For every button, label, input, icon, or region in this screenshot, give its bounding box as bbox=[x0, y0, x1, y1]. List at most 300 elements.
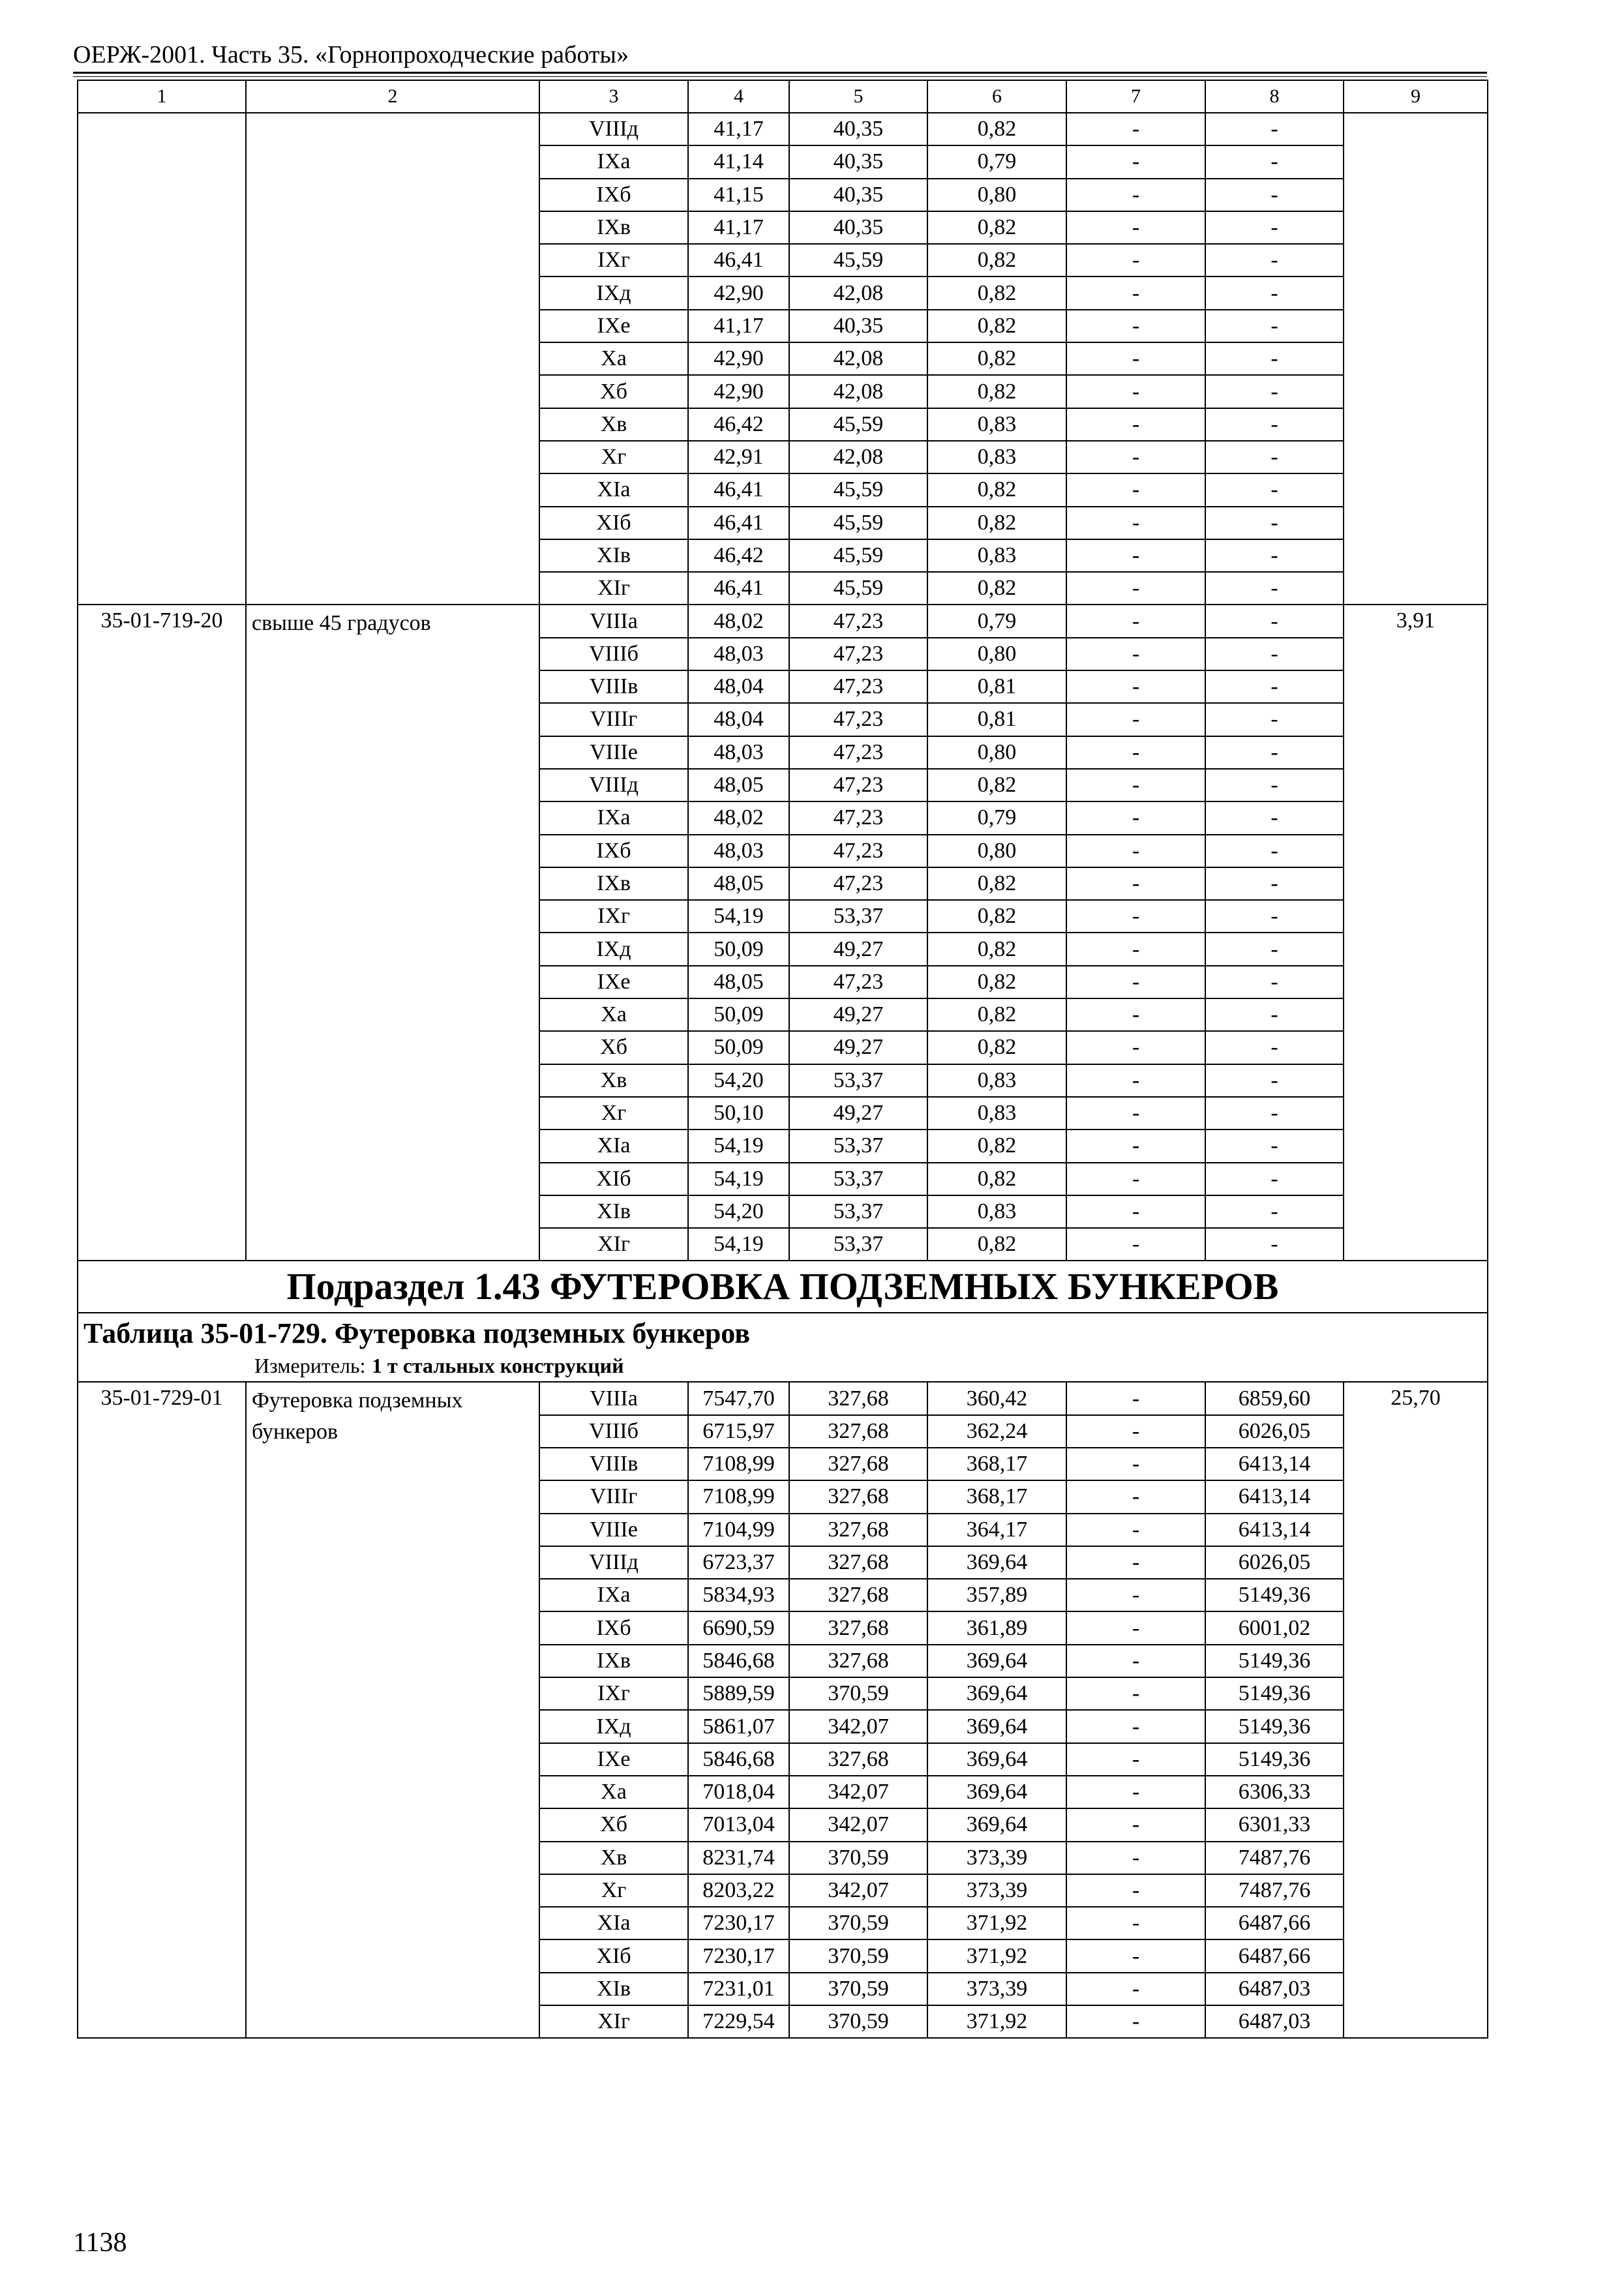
machine-cost-cell: 369,64 bbox=[927, 1546, 1066, 1579]
column-number-row bbox=[78, 80, 1488, 113]
machinist-wages-cell: - bbox=[1066, 1842, 1205, 1874]
total-cost-cell: 41,14 bbox=[688, 145, 789, 178]
machine-cost-cell: 0,83 bbox=[927, 539, 1066, 572]
wages-cell: 370,59 bbox=[789, 1677, 927, 1710]
total-cost-cell: 7229,54 bbox=[688, 2005, 789, 2038]
meter-value: 1 т стальных конструкций bbox=[372, 1354, 624, 1378]
machinist-wages-cell: - bbox=[1066, 572, 1205, 605]
machine-cost-cell: 373,39 bbox=[927, 1973, 1066, 2005]
total-cost-cell: 50,09 bbox=[688, 998, 789, 1031]
machine-cost-cell: 368,17 bbox=[927, 1448, 1066, 1480]
materials-cost-cell: 6413,14 bbox=[1205, 1448, 1344, 1480]
machinist-wages-cell: - bbox=[1066, 375, 1205, 408]
materials-cost-cell: 7487,76 bbox=[1205, 1842, 1344, 1874]
total-cost-cell: 48,03 bbox=[688, 638, 789, 670]
materials-cost-cell: - bbox=[1205, 1163, 1344, 1195]
region-code-cell: VIIIд bbox=[539, 769, 688, 801]
materials-cost-cell: - bbox=[1205, 441, 1344, 473]
materials-cost-cell: - bbox=[1205, 145, 1344, 178]
materials-cost-cell: - bbox=[1205, 179, 1344, 211]
region-code-cell: VIIIе bbox=[539, 1514, 688, 1546]
machinist-wages-cell: - bbox=[1066, 113, 1205, 145]
machinist-wages-cell: - bbox=[1066, 1163, 1205, 1195]
region-code-cell: VIIIв bbox=[539, 1448, 688, 1480]
wages-cell: 53,37 bbox=[789, 1163, 927, 1195]
materials-cost-cell: 5149,36 bbox=[1205, 1677, 1344, 1710]
region-code-cell: XIв bbox=[539, 1973, 688, 2005]
region-code-cell: IXе bbox=[539, 1743, 688, 1776]
column-number: 7 bbox=[1066, 80, 1205, 113]
column-number: 2 bbox=[246, 80, 539, 113]
total-cost-cell: 42,91 bbox=[688, 441, 789, 473]
wages-cell: 53,37 bbox=[789, 1130, 927, 1162]
total-cost-cell: 48,02 bbox=[688, 605, 789, 637]
machinist-wages-cell: - bbox=[1066, 1743, 1205, 1776]
machinist-wages-cell: - bbox=[1066, 867, 1205, 900]
region-code-cell: IXб bbox=[539, 1611, 688, 1644]
machine-cost-cell: 0,82 bbox=[927, 933, 1066, 965]
materials-cost-cell: - bbox=[1205, 1195, 1344, 1228]
materials-cost-cell: - bbox=[1205, 966, 1344, 998]
wages-cell: 47,23 bbox=[789, 769, 927, 801]
machine-cost-cell: 0,82 bbox=[927, 113, 1066, 145]
materials-cost-cell: 6001,02 bbox=[1205, 1611, 1344, 1644]
machine-cost-cell: 0,79 bbox=[927, 605, 1066, 637]
materials-cost-cell: 6487,03 bbox=[1205, 2005, 1344, 2038]
machine-cost-cell: 0,83 bbox=[927, 408, 1066, 441]
region-code-cell: Xв bbox=[539, 1064, 688, 1097]
materials-cost-cell: - bbox=[1205, 211, 1344, 244]
total-cost-cell: 50,09 bbox=[688, 1031, 789, 1064]
column-number: 9 bbox=[1344, 80, 1488, 113]
machine-cost-cell: 371,92 bbox=[927, 1939, 1066, 1972]
wages-cell: 327,68 bbox=[789, 1448, 927, 1480]
total-cost-cell: 54,20 bbox=[688, 1195, 789, 1228]
total-cost-cell: 46,42 bbox=[688, 539, 789, 572]
machine-cost-cell: 369,64 bbox=[927, 1710, 1066, 1743]
machine-cost-cell: 0,83 bbox=[927, 1195, 1066, 1228]
table-row bbox=[78, 1382, 1488, 1414]
region-code-cell: IXв bbox=[539, 867, 688, 900]
wages-cell: 342,07 bbox=[789, 1776, 927, 1808]
total-cost-cell: 48,03 bbox=[688, 835, 789, 867]
region-code-cell: Xб bbox=[539, 375, 688, 408]
materials-cost-cell: 6413,14 bbox=[1205, 1514, 1344, 1546]
region-code-cell: Xг bbox=[539, 441, 688, 473]
wages-cell: 342,07 bbox=[789, 1874, 927, 1907]
region-code-cell: XIб bbox=[539, 507, 688, 539]
wages-cell: 45,59 bbox=[789, 539, 927, 572]
machinist-wages-cell: - bbox=[1066, 539, 1205, 572]
materials-cost-cell: - bbox=[1205, 1130, 1344, 1162]
total-cost-cell: 48,04 bbox=[688, 670, 789, 703]
machine-cost-cell: 0,83 bbox=[927, 1097, 1066, 1130]
machinist-wages-cell: - bbox=[1066, 1195, 1205, 1228]
total-cost-cell: 54,20 bbox=[688, 1064, 789, 1097]
materials-cost-cell: 7487,76 bbox=[1205, 1874, 1344, 1907]
wages-cell: 49,27 bbox=[789, 933, 927, 965]
machinist-wages-cell: - bbox=[1066, 638, 1205, 670]
header-rule bbox=[73, 72, 1487, 74]
wages-cell: 370,59 bbox=[789, 1973, 927, 2005]
row-weight bbox=[1344, 113, 1488, 605]
materials-cost-cell: 6487,66 bbox=[1205, 1907, 1344, 1939]
machinist-wages-cell: - bbox=[1066, 670, 1205, 703]
region-code-cell: IXа bbox=[539, 145, 688, 178]
wages-cell: 370,59 bbox=[789, 2005, 927, 2038]
wages-cell: 47,23 bbox=[789, 867, 927, 900]
materials-cost-cell: 6859,60 bbox=[1205, 1382, 1344, 1414]
machine-cost-cell: 0,83 bbox=[927, 1064, 1066, 1097]
machinist-wages-cell: - bbox=[1066, 441, 1205, 473]
machinist-wages-cell: - bbox=[1066, 835, 1205, 867]
region-code-cell: Xб bbox=[539, 1031, 688, 1064]
total-cost-cell: 8203,22 bbox=[688, 1874, 789, 1907]
subsection-row bbox=[78, 1261, 1488, 1313]
wages-cell: 47,23 bbox=[789, 605, 927, 637]
machine-cost-cell: 0,82 bbox=[927, 998, 1066, 1031]
machinist-wages-cell: - bbox=[1066, 1064, 1205, 1097]
machine-cost-cell: 364,17 bbox=[927, 1514, 1066, 1546]
materials-cost-cell: - bbox=[1205, 342, 1344, 375]
materials-cost-cell: 6026,05 bbox=[1205, 1415, 1344, 1448]
region-code-cell: Xа bbox=[539, 1776, 688, 1808]
total-cost-cell: 6690,59 bbox=[688, 1611, 789, 1644]
materials-cost-cell: - bbox=[1205, 900, 1344, 933]
total-cost-cell: 7230,17 bbox=[688, 1907, 789, 1939]
total-cost-cell: 54,19 bbox=[688, 1163, 789, 1195]
machinist-wages-cell: - bbox=[1066, 1645, 1205, 1677]
region-code-cell: XIа bbox=[539, 473, 688, 506]
wages-cell: 40,35 bbox=[789, 145, 927, 178]
wages-cell: 327,68 bbox=[789, 1743, 927, 1776]
materials-cost-cell: - bbox=[1205, 933, 1344, 965]
machinist-wages-cell: - bbox=[1066, 507, 1205, 539]
machinist-wages-cell: - bbox=[1066, 244, 1205, 277]
machinist-wages-cell: - bbox=[1066, 1874, 1205, 1907]
materials-cost-cell: - bbox=[1205, 703, 1344, 736]
total-cost-cell: 42,90 bbox=[688, 375, 789, 408]
wages-cell: 47,23 bbox=[789, 966, 927, 998]
total-cost-cell: 48,05 bbox=[688, 769, 789, 801]
machinist-wages-cell: - bbox=[1066, 342, 1205, 375]
wages-cell: 47,23 bbox=[789, 835, 927, 867]
region-code-cell: IXв bbox=[539, 1645, 688, 1677]
total-cost-cell: 54,19 bbox=[688, 1228, 789, 1261]
row-name: Футеровка подземных бункеров bbox=[246, 1382, 539, 2038]
materials-cost-cell: - bbox=[1205, 1031, 1344, 1064]
region-code-cell: XIв bbox=[539, 539, 688, 572]
total-cost-cell: 46,41 bbox=[688, 244, 789, 277]
materials-cost-cell: - bbox=[1205, 310, 1344, 342]
materials-cost-cell: 6306,33 bbox=[1205, 1776, 1344, 1808]
machine-cost-cell: 368,17 bbox=[927, 1480, 1066, 1513]
machine-cost-cell: 369,64 bbox=[927, 1677, 1066, 1710]
materials-cost-cell: 6487,66 bbox=[1205, 1939, 1344, 1972]
total-cost-cell: 48,05 bbox=[688, 966, 789, 998]
machine-cost-cell: 0,82 bbox=[927, 867, 1066, 900]
total-cost-cell: 7018,04 bbox=[688, 1776, 789, 1808]
region-code-cell: IXе bbox=[539, 966, 688, 998]
region-code-cell: Xб bbox=[539, 1808, 688, 1841]
total-cost-cell: 6715,97 bbox=[688, 1415, 789, 1448]
materials-cost-cell: 5149,36 bbox=[1205, 1579, 1344, 1611]
total-cost-cell: 41,17 bbox=[688, 211, 789, 244]
wages-cell: 42,08 bbox=[789, 441, 927, 473]
machine-cost-cell: 357,89 bbox=[927, 1579, 1066, 1611]
machinist-wages-cell: - bbox=[1066, 1415, 1205, 1448]
total-cost-cell: 7547,70 bbox=[688, 1382, 789, 1414]
total-cost-cell: 41,15 bbox=[688, 179, 789, 211]
total-cost-cell: 41,17 bbox=[688, 113, 789, 145]
machine-cost-cell: 0,82 bbox=[927, 244, 1066, 277]
region-code-cell: IXе bbox=[539, 310, 688, 342]
machinist-wages-cell: - bbox=[1066, 1579, 1205, 1611]
total-cost-cell: 5834,93 bbox=[688, 1579, 789, 1611]
wages-cell: 327,68 bbox=[789, 1645, 927, 1677]
total-cost-cell: 48,02 bbox=[688, 801, 789, 834]
column-number: 3 bbox=[539, 80, 688, 113]
materials-cost-cell: - bbox=[1205, 277, 1344, 309]
total-cost-cell: 48,03 bbox=[688, 736, 789, 769]
materials-cost-cell: - bbox=[1205, 572, 1344, 605]
region-code-cell: VIIIе bbox=[539, 736, 688, 769]
machinist-wages-cell: - bbox=[1066, 1939, 1205, 1972]
machine-cost-cell: 361,89 bbox=[927, 1611, 1066, 1644]
table-title: Таблица 35-01-729. Футеровка подземных бункеров bbox=[83, 1317, 750, 1350]
machinist-wages-cell: - bbox=[1066, 310, 1205, 342]
region-code-cell: Xв bbox=[539, 408, 688, 441]
materials-cost-cell: - bbox=[1205, 507, 1344, 539]
region-code-cell: VIIIа bbox=[539, 1382, 688, 1414]
page-number: 1138 bbox=[73, 2228, 127, 2258]
total-cost-cell: 7230,17 bbox=[688, 1939, 789, 1972]
machinist-wages-cell: - bbox=[1066, 211, 1205, 244]
machinist-wages-cell: - bbox=[1066, 703, 1205, 736]
region-code-cell: IXа bbox=[539, 1579, 688, 1611]
wages-cell: 49,27 bbox=[789, 1031, 927, 1064]
total-cost-cell: 42,90 bbox=[688, 277, 789, 309]
column-number: 4 bbox=[688, 80, 789, 113]
row-name bbox=[246, 113, 539, 605]
machine-cost-cell: 0,82 bbox=[927, 507, 1066, 539]
machine-cost-cell: 0,81 bbox=[927, 703, 1066, 736]
region-code-cell: IXв bbox=[539, 211, 688, 244]
wages-cell: 53,37 bbox=[789, 1228, 927, 1261]
machinist-wages-cell: - bbox=[1066, 1448, 1205, 1480]
wages-cell: 327,68 bbox=[789, 1514, 927, 1546]
wages-cell: 47,23 bbox=[789, 801, 927, 834]
wages-cell: 40,35 bbox=[789, 113, 927, 145]
total-cost-cell: 54,19 bbox=[688, 1130, 789, 1162]
region-code-cell: Xг bbox=[539, 1874, 688, 1907]
region-code-cell: Xв bbox=[539, 1842, 688, 1874]
machine-cost-cell: 0,82 bbox=[927, 966, 1066, 998]
wages-cell: 40,35 bbox=[789, 211, 927, 244]
machinist-wages-cell: - bbox=[1066, 1710, 1205, 1743]
machinist-wages-cell: - bbox=[1066, 1808, 1205, 1841]
meter-label: Измеритель: bbox=[254, 1354, 366, 1378]
total-cost-cell: 8231,74 bbox=[688, 1842, 789, 1874]
table-heading-cell bbox=[78, 1313, 1488, 1382]
machinist-wages-cell: - bbox=[1066, 1382, 1205, 1414]
machine-cost-cell: 369,64 bbox=[927, 1645, 1066, 1677]
machinist-wages-cell: - bbox=[1066, 408, 1205, 441]
total-cost-cell: 5889,59 bbox=[688, 1677, 789, 1710]
wages-cell: 47,23 bbox=[789, 670, 927, 703]
table-heading-row bbox=[78, 1313, 1488, 1382]
machine-cost-cell: 0,82 bbox=[927, 1130, 1066, 1162]
wages-cell: 47,23 bbox=[789, 736, 927, 769]
machine-cost-cell: 0,82 bbox=[927, 1228, 1066, 1261]
total-cost-cell: 41,17 bbox=[688, 310, 789, 342]
table-row bbox=[78, 605, 1488, 637]
machine-cost-cell: 373,39 bbox=[927, 1842, 1066, 1874]
machinist-wages-cell: - bbox=[1066, 966, 1205, 998]
region-code-cell: VIIIд bbox=[539, 113, 688, 145]
machine-cost-cell: 0,80 bbox=[927, 736, 1066, 769]
row-weight: 3,91 bbox=[1344, 605, 1488, 1261]
wages-cell: 327,68 bbox=[789, 1382, 927, 1414]
machinist-wages-cell: - bbox=[1066, 1907, 1205, 1939]
machinist-wages-cell: - bbox=[1066, 473, 1205, 506]
region-code-cell: VIIIа bbox=[539, 605, 688, 637]
materials-cost-cell: 5149,36 bbox=[1205, 1743, 1344, 1776]
materials-cost-cell: - bbox=[1205, 998, 1344, 1031]
region-code-cell: XIб bbox=[539, 1939, 688, 1972]
column-number: 5 bbox=[789, 80, 927, 113]
materials-cost-cell: - bbox=[1205, 670, 1344, 703]
wages-cell: 327,68 bbox=[789, 1415, 927, 1448]
total-cost-cell: 7013,04 bbox=[688, 1808, 789, 1841]
materials-cost-cell: - bbox=[1205, 638, 1344, 670]
machine-cost-cell: 373,39 bbox=[927, 1874, 1066, 1907]
wages-cell: 327,68 bbox=[789, 1611, 927, 1644]
materials-cost-cell: - bbox=[1205, 113, 1344, 145]
total-cost-cell: 7231,01 bbox=[688, 1973, 789, 2005]
materials-cost-cell: - bbox=[1205, 736, 1344, 769]
materials-cost-cell: - bbox=[1205, 835, 1344, 867]
machinist-wages-cell: - bbox=[1066, 801, 1205, 834]
row-code: 35-01-719-20 bbox=[78, 605, 246, 1261]
materials-cost-cell: - bbox=[1205, 408, 1344, 441]
wages-cell: 42,08 bbox=[789, 375, 927, 408]
region-code-cell: Xг bbox=[539, 1097, 688, 1130]
machine-cost-cell: 0,82 bbox=[927, 277, 1066, 309]
machinist-wages-cell: - bbox=[1066, 1228, 1205, 1261]
materials-cost-cell: 5149,36 bbox=[1205, 1710, 1344, 1743]
table-row bbox=[78, 113, 1488, 145]
region-code-cell: Xа bbox=[539, 342, 688, 375]
header-rule-thin bbox=[73, 76, 1487, 77]
wages-cell: 45,59 bbox=[789, 408, 927, 441]
wages-cell: 40,35 bbox=[789, 310, 927, 342]
wages-cell: 45,59 bbox=[789, 572, 927, 605]
materials-cost-cell: - bbox=[1205, 867, 1344, 900]
machinist-wages-cell: - bbox=[1066, 605, 1205, 637]
machinist-wages-cell: - bbox=[1066, 769, 1205, 801]
wages-cell: 49,27 bbox=[789, 1097, 927, 1130]
price-table bbox=[77, 80, 1488, 2039]
materials-cost-cell: - bbox=[1205, 1228, 1344, 1261]
wages-cell: 53,37 bbox=[789, 1195, 927, 1228]
machine-cost-cell: 0,82 bbox=[927, 473, 1066, 506]
wages-cell: 47,23 bbox=[789, 703, 927, 736]
region-code-cell: IXа bbox=[539, 801, 688, 834]
meter-row bbox=[83, 1353, 1482, 1379]
machine-cost-cell: 0,80 bbox=[927, 835, 1066, 867]
column-number: 8 bbox=[1205, 80, 1344, 113]
machine-cost-cell: 0,82 bbox=[927, 342, 1066, 375]
machine-cost-cell: 0,82 bbox=[927, 900, 1066, 933]
total-cost-cell: 46,41 bbox=[688, 507, 789, 539]
subsection-title: Подраздел 1.43 ФУТЕРОВКА ПОДЗЕМНЫХ БУНКЕРОВ bbox=[78, 1261, 1488, 1313]
machine-cost-cell: 0,82 bbox=[927, 375, 1066, 408]
materials-cost-cell: - bbox=[1205, 769, 1344, 801]
wages-cell: 327,68 bbox=[789, 1579, 927, 1611]
wages-cell: 47,23 bbox=[789, 638, 927, 670]
region-code-cell: XIа bbox=[539, 1907, 688, 1939]
column-number: 1 bbox=[78, 80, 246, 113]
machinist-wages-cell: - bbox=[1066, 277, 1205, 309]
wages-cell: 327,68 bbox=[789, 1480, 927, 1513]
region-code-cell: IXг bbox=[539, 244, 688, 277]
wages-cell: 45,59 bbox=[789, 507, 927, 539]
machine-cost-cell: 369,64 bbox=[927, 1808, 1066, 1841]
machinist-wages-cell: - bbox=[1066, 179, 1205, 211]
machinist-wages-cell: - bbox=[1066, 736, 1205, 769]
machine-cost-cell: 362,24 bbox=[927, 1415, 1066, 1448]
machinist-wages-cell: - bbox=[1066, 933, 1205, 965]
region-code-cell: VIIIг bbox=[539, 703, 688, 736]
region-code-cell: VIIIв bbox=[539, 670, 688, 703]
total-cost-cell: 42,90 bbox=[688, 342, 789, 375]
row-code: 35-01-729-01 bbox=[78, 1382, 246, 2038]
wages-cell: 42,08 bbox=[789, 342, 927, 375]
machine-cost-cell: 0,82 bbox=[927, 1031, 1066, 1064]
materials-cost-cell: 6413,14 bbox=[1205, 1480, 1344, 1513]
region-code-cell: IXб bbox=[539, 179, 688, 211]
wages-cell: 327,68 bbox=[789, 1546, 927, 1579]
region-code-cell: XIа bbox=[539, 1130, 688, 1162]
materials-cost-cell: - bbox=[1205, 605, 1344, 637]
machinist-wages-cell: - bbox=[1066, 1677, 1205, 1710]
machinist-wages-cell: - bbox=[1066, 1611, 1205, 1644]
wages-cell: 370,59 bbox=[789, 1939, 927, 1972]
region-code-cell: VIIIг bbox=[539, 1480, 688, 1513]
row-code bbox=[78, 113, 246, 605]
machinist-wages-cell: - bbox=[1066, 1973, 1205, 2005]
total-cost-cell: 48,04 bbox=[688, 703, 789, 736]
total-cost-cell: 7104,99 bbox=[688, 1514, 789, 1546]
materials-cost-cell: - bbox=[1205, 473, 1344, 506]
total-cost-cell: 7108,99 bbox=[688, 1448, 789, 1480]
total-cost-cell: 46,41 bbox=[688, 572, 789, 605]
wages-cell: 370,59 bbox=[789, 1907, 927, 1939]
machine-cost-cell: 0,83 bbox=[927, 441, 1066, 473]
machine-cost-cell: 371,92 bbox=[927, 2005, 1066, 2038]
total-cost-cell: 50,10 bbox=[688, 1097, 789, 1130]
machinist-wages-cell: - bbox=[1066, 1546, 1205, 1579]
wages-cell: 53,37 bbox=[789, 900, 927, 933]
wages-cell: 45,59 bbox=[789, 244, 927, 277]
machine-cost-cell: 0,79 bbox=[927, 145, 1066, 178]
total-cost-cell: 54,19 bbox=[688, 900, 789, 933]
wages-cell: 45,59 bbox=[789, 473, 927, 506]
machinist-wages-cell: - bbox=[1066, 998, 1205, 1031]
wages-cell: 53,37 bbox=[789, 1064, 927, 1097]
row-name: свыше 45 градусов bbox=[246, 605, 539, 1261]
